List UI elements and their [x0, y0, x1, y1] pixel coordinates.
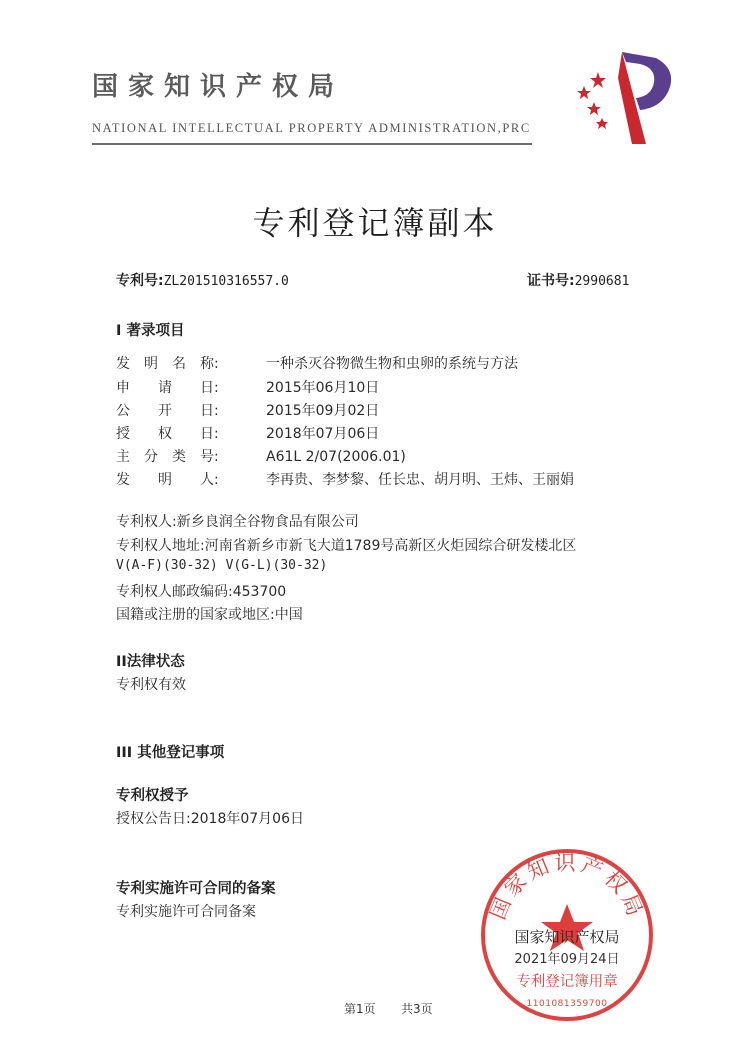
patentee-address: 专利权人地址:河南省新乡市新飞大道1789号高新区火炬园综合研发楼北区 [116, 538, 577, 554]
document-title: 专利登记簿副本 [252, 204, 498, 242]
row-grant-date [116, 423, 379, 443]
patent-number-value: ZL201510316557.0 [163, 274, 289, 289]
section-legal-status-heading: II法律状态 [116, 654, 185, 670]
license-heading: 专利实施许可合同的备案 [116, 881, 276, 897]
patentee-address-continued: V(A-F)(30-32) V(G-L)(30-32) [116, 558, 328, 573]
seal-line-date: 2021年09月24日 [514, 952, 620, 967]
row-value: 2018年07月06日 [266, 426, 380, 442]
row-filing-date [116, 377, 379, 397]
seal-line-agency: 国家知识产权局 [514, 928, 620, 946]
row-value: 2015年06月10日 [266, 380, 380, 396]
row-value: 李再贵、李梦黎、任长忠、胡月明、王炜、王丽娟 [266, 472, 574, 488]
certificate-number-value: 2990681 [574, 274, 630, 289]
section-bibliographic-heading: I 著录项目 [116, 323, 185, 339]
row-label: 授 权 日: [116, 426, 219, 442]
legal-status-value: 专利权有效 [116, 677, 186, 693]
seal-serial-number: 1101081359700 [526, 999, 608, 1009]
patent-number-label: 专利号: [116, 273, 164, 289]
row-main-classification [116, 446, 406, 466]
row-label: 公 开 日: [116, 403, 219, 419]
patentee: 专利权人:新乡良润全谷物食品有限公司 [116, 514, 359, 530]
row-value: A61L 2/07(2006.01) [266, 449, 406, 465]
agency-name-en: NATIONAL INTELLECTUAL PROPERTY ADMINISTRATION,PRC [92, 121, 531, 135]
patentee-postcode: 专利权人邮政编码:453700 [116, 584, 287, 600]
seal-arc-text: 国家知识产权局 [485, 851, 649, 923]
page-number: 第1页 [344, 1002, 376, 1016]
certificate-number-label: 证书号: [527, 273, 575, 289]
patentee-country: 国籍或注册的国家或地区:中国 [116, 607, 303, 623]
row-label: 主 分 类 号: [116, 449, 219, 465]
cnipa-logo-icon [560, 48, 680, 148]
grant-heading: 专利权授予 [116, 788, 189, 804]
page-total: 共3页 [401, 1002, 433, 1016]
row-invention-title [116, 353, 518, 373]
patent-number [116, 270, 289, 290]
agency-name-cn: 国家知识产权局 [92, 72, 345, 102]
seal-line-purpose: 专利登记簿用章 [516, 974, 618, 990]
row-label: 申 请 日: [116, 380, 219, 396]
header-divider [92, 143, 532, 145]
row-inventors [116, 469, 574, 489]
row-value: 一种杀灭谷物微生物和虫卵的系统与方法 [266, 356, 518, 372]
official-seal-stamp [478, 846, 656, 1024]
license-record: 专利实施许可合同备案 [116, 904, 256, 920]
section-other-registrations-heading: III 其他登记事项 [116, 745, 225, 761]
row-publication-date [116, 400, 379, 420]
row-label: 发 明 人: [116, 472, 219, 488]
certificate-number [527, 270, 629, 290]
row-value: 2015年09月02日 [266, 403, 380, 419]
grant-announcement-date: 授权公告日:2018年07月06日 [116, 811, 304, 827]
row-label: 发 明 名 称: [116, 356, 219, 372]
